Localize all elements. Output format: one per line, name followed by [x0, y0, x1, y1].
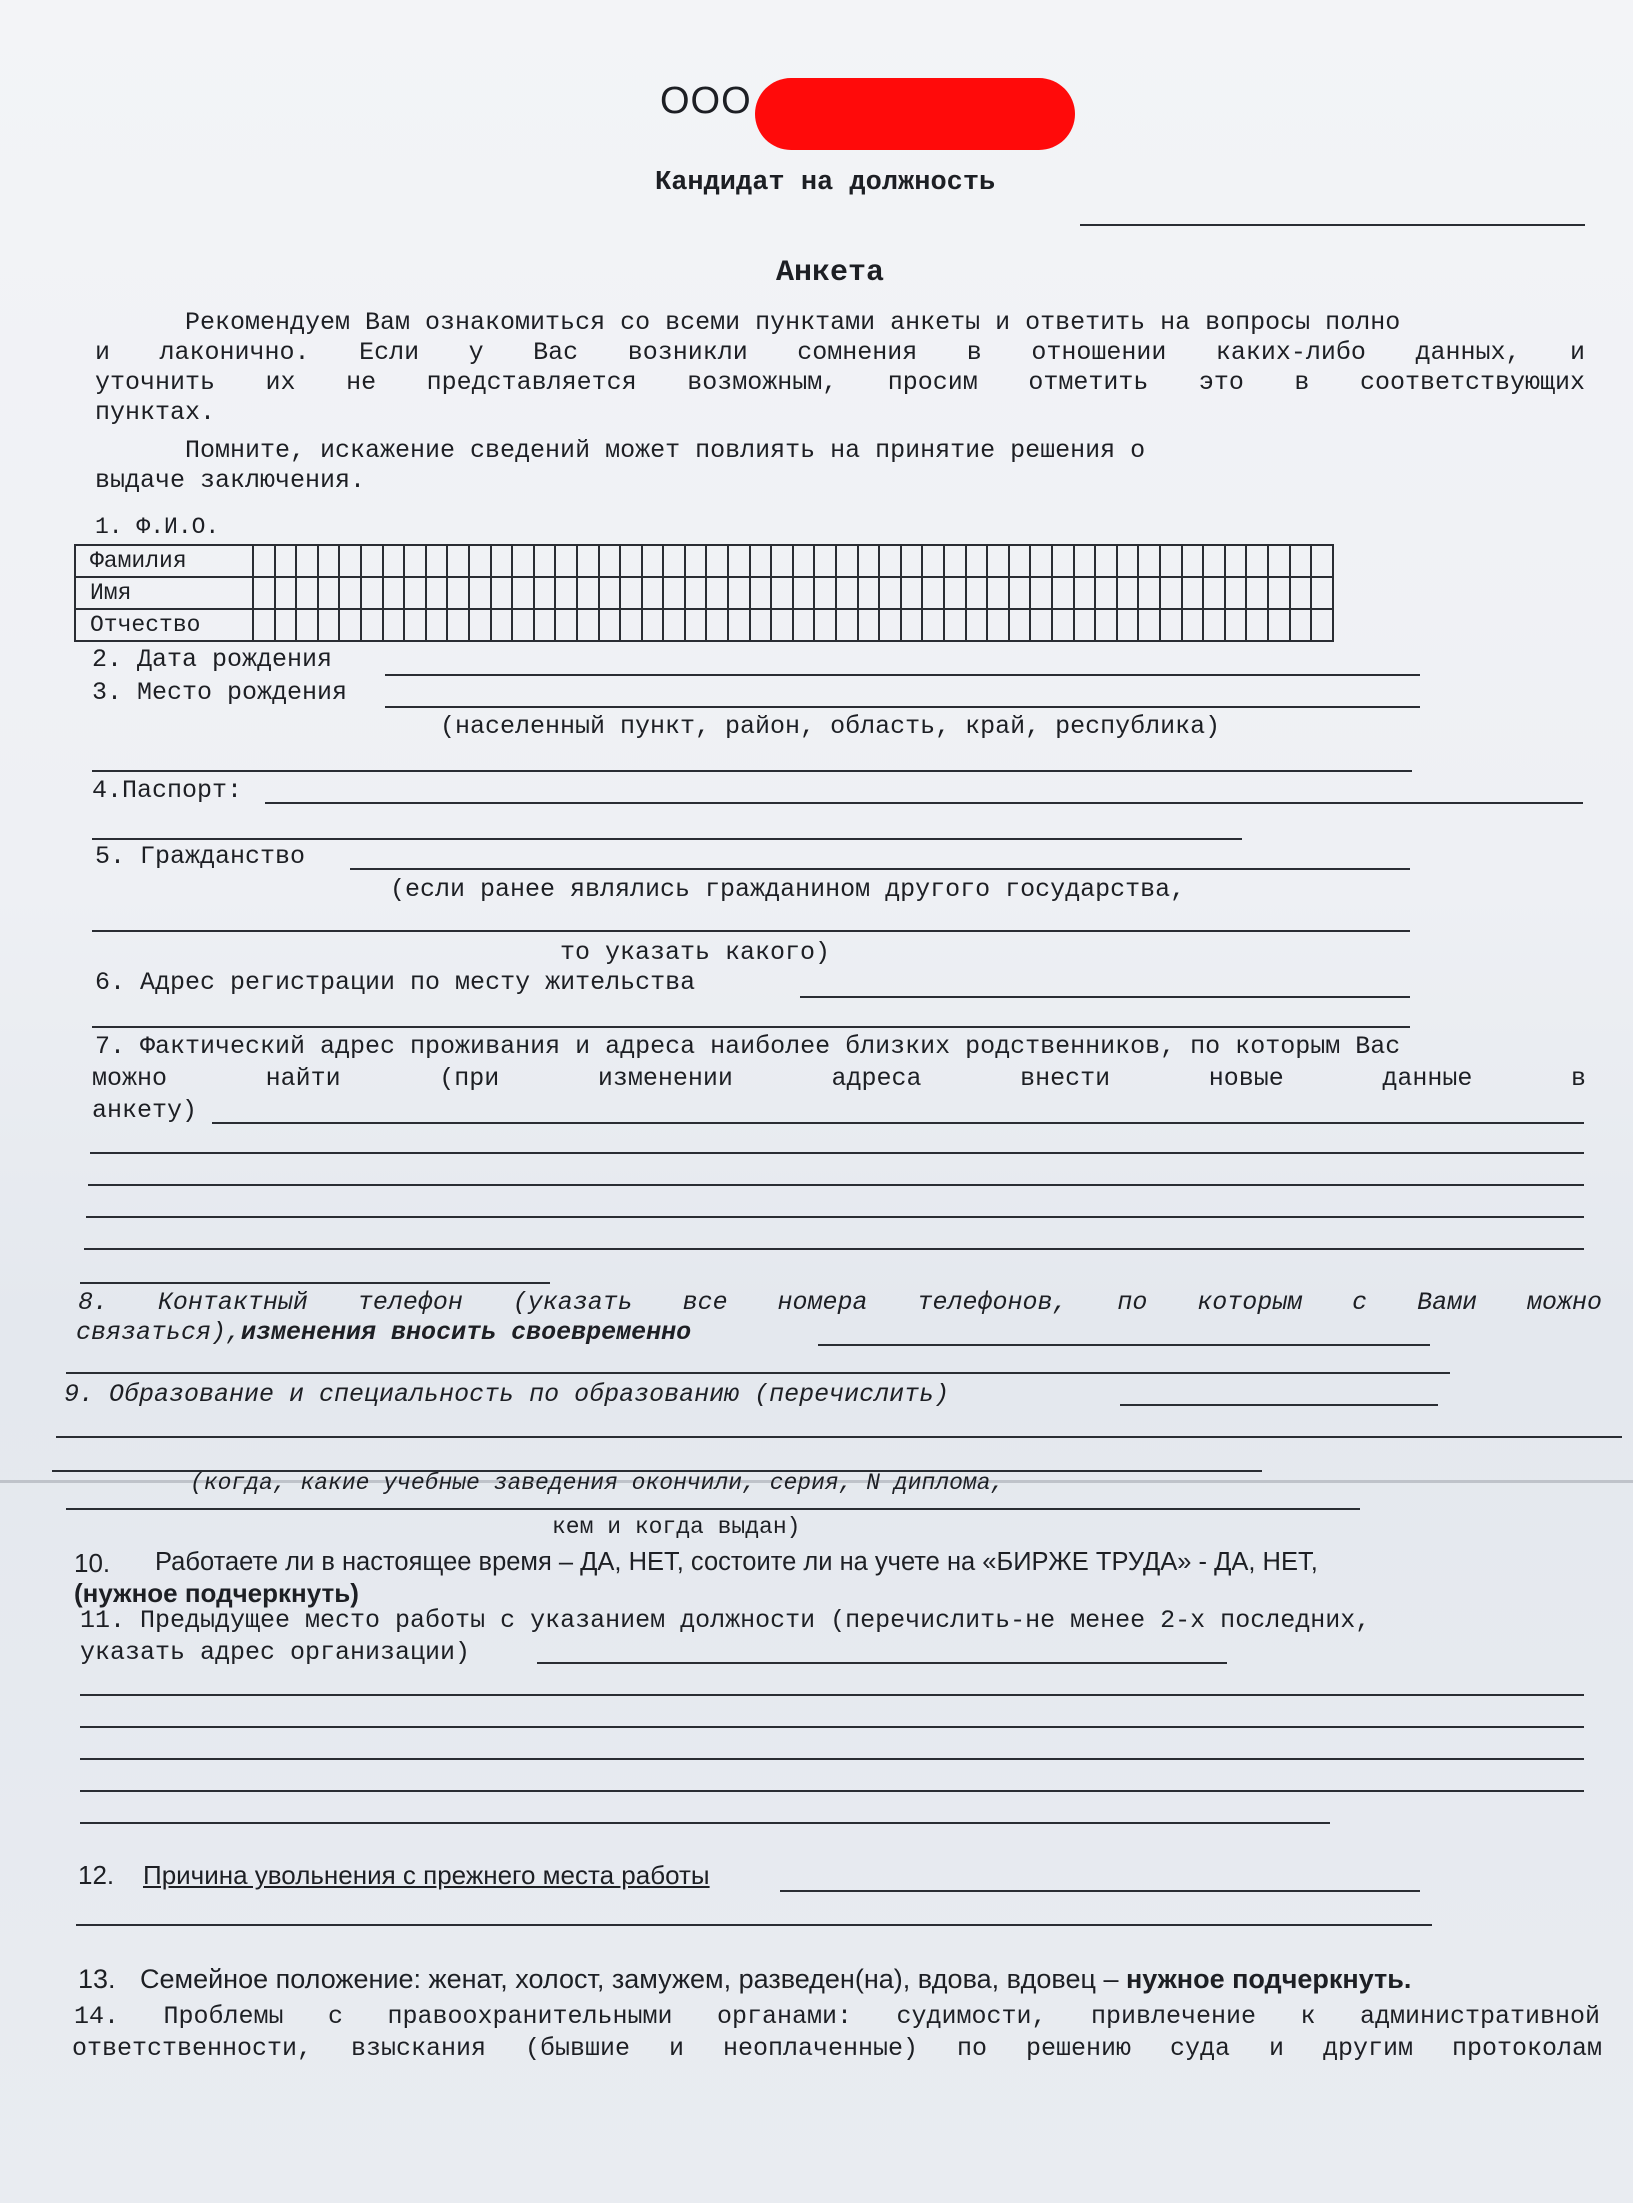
birth-date-line[interactable]: [385, 674, 1420, 676]
field-law-issues-line1: 14. Проблемы с правоохранительными органами: судимости, привлечение к административной: [74, 2002, 1600, 2031]
actual-address-line-5[interactable]: [84, 1248, 1584, 1250]
fio-char-box[interactable]: [620, 577, 642, 609]
fio-char-box[interactable]: [361, 577, 383, 609]
citizenship-line-2[interactable]: [92, 930, 1410, 932]
fio-char-box[interactable]: [275, 609, 297, 641]
fio-char-box[interactable]: [447, 577, 469, 609]
field-birth-place-label: 3. Место рождения: [92, 678, 348, 707]
previous-job-line-1[interactable]: [537, 1662, 1227, 1664]
fio-char-box[interactable]: [987, 577, 1009, 609]
fio-char-box[interactable]: [361, 545, 383, 577]
fio-char-box[interactable]: [1030, 609, 1052, 641]
fio-char-box[interactable]: [750, 545, 772, 577]
field-actual-address-line2: можно найти (при изменении адреса внести новые данные в: [92, 1064, 1586, 1093]
fio-char-box[interactable]: [1009, 545, 1031, 577]
fio-char-box[interactable]: [469, 577, 491, 609]
actual-address-line-1[interactable]: [212, 1122, 1584, 1124]
actual-address-line-3[interactable]: [88, 1184, 1584, 1186]
field-marital-number: 13.: [78, 1964, 116, 1994]
fio-char-box[interactable]: [944, 577, 966, 609]
fio-char-box[interactable]: [512, 545, 534, 577]
fio-char-box[interactable]: [296, 545, 318, 577]
fio-char-box[interactable]: [253, 609, 275, 641]
actual-address-line-6[interactable]: [80, 1282, 550, 1284]
fio-char-box[interactable]: [706, 545, 728, 577]
field-education-label: 9. Образование и специальность по образованию (перечислить): [64, 1380, 950, 1409]
fio-char-box[interactable]: [1203, 609, 1225, 641]
fio-char-box[interactable]: [383, 609, 405, 641]
field-dismissal-text: Причина увольнения с прежнего места работы: [143, 1860, 710, 1890]
fio-char-box[interactable]: [1074, 577, 1096, 609]
field-registration-address-label: 6. Адрес регистрации по месту жительства: [95, 968, 696, 997]
fio-row-surname: [75, 545, 1333, 577]
fio-char-box[interactable]: [1160, 609, 1182, 641]
fio-char-box[interactable]: [1160, 577, 1182, 609]
field-actual-address-line3: анкету): [92, 1096, 198, 1125]
fio-char-box[interactable]: [599, 545, 621, 577]
fio-char-box[interactable]: [1009, 577, 1031, 609]
fio-char-box[interactable]: [966, 545, 988, 577]
fio-char-box[interactable]: [706, 577, 728, 609]
fio-char-box[interactable]: [512, 577, 534, 609]
previous-job-line-4[interactable]: [80, 1758, 1584, 1760]
fio-char-box[interactable]: [750, 609, 772, 641]
fio-row-name: [75, 577, 1333, 609]
citizenship-hint-1: (если ранее являлись гражданином другого государства,: [390, 875, 1186, 904]
fio-char-box[interactable]: [275, 577, 297, 609]
fio-char-box[interactable]: [1009, 609, 1031, 641]
birth-place-line[interactable]: [385, 706, 1420, 708]
fio-char-box[interactable]: [1117, 609, 1139, 641]
education-hint-2: кем и когда выдан): [552, 1514, 801, 1540]
fio-char-box[interactable]: [296, 609, 318, 641]
fio-char-box[interactable]: [491, 577, 513, 609]
fio-char-box[interactable]: [858, 609, 880, 641]
field-phone-line2: [76, 1318, 691, 1347]
company-prefix: ООО: [660, 80, 752, 122]
fio-char-box[interactable]: [1311, 577, 1333, 609]
fio-char-box[interactable]: [642, 609, 664, 641]
fio-char-box[interactable]: [534, 609, 556, 641]
fio-char-box[interactable]: [858, 577, 880, 609]
fio-char-box[interactable]: [1225, 545, 1247, 577]
fio-char-box[interactable]: [1290, 577, 1312, 609]
fio-char-box[interactable]: [1074, 545, 1096, 577]
fio-char-box[interactable]: [1138, 609, 1160, 641]
fio-char-box[interactable]: [1203, 545, 1225, 577]
education-line-2[interactable]: [56, 1436, 1622, 1438]
fio-char-box[interactable]: [922, 609, 944, 641]
field-previous-job-line1: 11. Предыдущее место работы с указанием должности (перечислить-не менее 2-х последних,: [80, 1606, 1371, 1635]
fio-char-box[interactable]: [966, 577, 988, 609]
fio-row-patronymic: [75, 609, 1333, 641]
citizenship-line[interactable]: [350, 868, 1410, 870]
fio-char-box[interactable]: [1030, 577, 1052, 609]
fio-char-box[interactable]: [577, 545, 599, 577]
fio-char-box[interactable]: [922, 545, 944, 577]
fio-char-box[interactable]: [447, 545, 469, 577]
fio-char-box[interactable]: [426, 577, 448, 609]
fio-char-box[interactable]: [944, 609, 966, 641]
fio-char-box[interactable]: [404, 545, 426, 577]
fio-char-box[interactable]: [987, 609, 1009, 641]
field-employment-number: 10.: [74, 1548, 111, 1578]
fio-char-box[interactable]: [706, 609, 728, 641]
intro-p1-line3: уточнить их не представляется возможным, просим отметить это в соответствующих: [95, 368, 1585, 397]
fio-char-box[interactable]: [728, 545, 750, 577]
fio-char-box[interactable]: [383, 577, 405, 609]
fio-char-box[interactable]: [663, 609, 685, 641]
fio-char-box[interactable]: [1268, 577, 1290, 609]
fio-char-box[interactable]: [339, 545, 361, 577]
field-previous-job-line2: указать адрес организации): [80, 1638, 471, 1667]
dismissal-line[interactable]: [780, 1890, 1420, 1892]
fio-char-box[interactable]: [1290, 609, 1312, 641]
fio-char-box[interactable]: [426, 545, 448, 577]
fio-char-box[interactable]: [512, 609, 534, 641]
redaction-mark: [755, 78, 1075, 150]
form-title: Анкета: [776, 256, 885, 290]
fio-char-box[interactable]: [1225, 577, 1247, 609]
phone-contact-text: связаться),: [76, 1318, 242, 1347]
fio-char-box[interactable]: [1138, 545, 1160, 577]
fio-char-box[interactable]: [620, 545, 642, 577]
fio-char-box[interactable]: [404, 577, 426, 609]
fio-grid: [74, 544, 1334, 642]
registration-address-line[interactable]: [800, 996, 1410, 998]
birth-place-line-2[interactable]: [92, 770, 1412, 772]
fio-char-box[interactable]: [814, 545, 836, 577]
actual-address-line-4[interactable]: [86, 1216, 1584, 1218]
actual-address-line-2[interactable]: [90, 1152, 1584, 1154]
fio-char-box[interactable]: [1117, 545, 1139, 577]
fio-char-box[interactable]: [1182, 609, 1204, 641]
fio-char-box[interactable]: [1095, 609, 1117, 641]
field-citizenship-label: 5. Гражданство: [95, 842, 306, 871]
fio-char-box[interactable]: [793, 545, 815, 577]
fio-char-box[interactable]: [1095, 577, 1117, 609]
fio-char-box[interactable]: [1074, 609, 1096, 641]
fio-char-box[interactable]: [987, 545, 1009, 577]
registration-address-line-2[interactable]: [92, 1026, 1410, 1028]
fio-char-box[interactable]: [642, 577, 664, 609]
phone-update-note: изменения вносить своевременно: [241, 1318, 692, 1347]
field-birth-date-label: 2. Дата рождения: [92, 645, 333, 674]
fio-char-box[interactable]: [685, 609, 707, 641]
education-line-4[interactable]: [66, 1508, 1360, 1510]
fio-char-box[interactable]: [555, 545, 577, 577]
fio-char-box[interactable]: [1290, 545, 1312, 577]
fio-char-box[interactable]: [555, 609, 577, 641]
fio-char-box[interactable]: [491, 545, 513, 577]
fio-char-box[interactable]: [1246, 545, 1268, 577]
fio-char-box[interactable]: [339, 609, 361, 641]
previous-job-line-2[interactable]: [80, 1694, 1584, 1696]
dismissal-line-2[interactable]: [76, 1924, 1432, 1926]
marital-note: нужное подчеркнуть.: [1126, 1964, 1412, 1994]
fio-char-box[interactable]: [771, 609, 793, 641]
fio-char-box[interactable]: [879, 577, 901, 609]
fio-char-box[interactable]: [534, 545, 556, 577]
fio-char-box[interactable]: [663, 545, 685, 577]
fio-char-box[interactable]: [685, 545, 707, 577]
fio-char-box[interactable]: [447, 609, 469, 641]
fio-heading: 1. Ф.И.О.: [95, 514, 220, 540]
fio-char-box[interactable]: [685, 577, 707, 609]
fio-char-box[interactable]: [1246, 609, 1268, 641]
fio-char-box[interactable]: [339, 577, 361, 609]
education-line[interactable]: [1120, 1404, 1438, 1406]
intro-p1-line4: пунктах.: [95, 398, 216, 427]
fio-char-box[interactable]: [318, 609, 340, 641]
fio-char-box[interactable]: [1117, 577, 1139, 609]
field-law-issues-line2: ответственности, взыскания (бывшие и неоплаченные) по решению суда и другим протоколам: [72, 2034, 1602, 2063]
previous-job-line-6[interactable]: [80, 1822, 1330, 1824]
fio-char-box[interactable]: [1182, 577, 1204, 609]
fio-char-box[interactable]: [620, 609, 642, 641]
fio-char-box[interactable]: [879, 545, 901, 577]
fio-char-box[interactable]: [879, 609, 901, 641]
fio-char-box[interactable]: [555, 577, 577, 609]
field-actual-address-line1: 7. Фактический адрес проживания и адреса наиболее близких родственников, по которым Вас: [95, 1032, 1401, 1061]
fio-char-box[interactable]: [1246, 577, 1268, 609]
fio-char-box[interactable]: [1052, 609, 1074, 641]
intro-p1-line1: Рекомендуем Вам ознакомиться со всеми пунктами анкеты и ответить на вопросы полно: [185, 308, 1401, 337]
intro-p2-line2: выдаче заключения.: [95, 466, 366, 495]
fio-char-box[interactable]: [296, 577, 318, 609]
fio-char-box[interactable]: [771, 545, 793, 577]
fio-char-box[interactable]: [1225, 609, 1247, 641]
fio-char-box[interactable]: [1052, 577, 1074, 609]
fio-char-box[interactable]: [728, 609, 750, 641]
fio-char-box[interactable]: [836, 545, 858, 577]
fio-char-box[interactable]: [901, 545, 923, 577]
field-employment-text: Работаете ли в настоящее время – ДА, НЕТ, состоите ли на учете на «БИРЖЕ ТРУДА» - ДА, НЕТ,: [155, 1548, 1318, 1576]
fio-char-box[interactable]: [750, 577, 772, 609]
fio-char-box[interactable]: [1311, 609, 1333, 641]
fio-char-box[interactable]: [944, 545, 966, 577]
fio-char-box[interactable]: [1203, 577, 1225, 609]
fio-char-box[interactable]: [253, 577, 275, 609]
fio-char-box[interactable]: [814, 577, 836, 609]
field-phone-line1: 8. Контактный телефон (указать все номера телефонов, по которым с Вами можно: [78, 1288, 1602, 1317]
candidate-position-label: Кандидат на должность: [655, 168, 996, 198]
fio-char-box[interactable]: [1030, 545, 1052, 577]
fio-char-box[interactable]: [1268, 545, 1290, 577]
fio-char-box[interactable]: [901, 609, 923, 641]
fio-char-box[interactable]: [1182, 545, 1204, 577]
fio-char-box[interactable]: [1268, 609, 1290, 641]
fio-char-box[interactable]: [663, 577, 685, 609]
fio-char-box[interactable]: [814, 609, 836, 641]
marital-options: Семейное положение: женат, холост, замужем, разведен(на), вдова, вдовец –: [140, 1964, 1119, 1994]
fio-char-box[interactable]: [469, 609, 491, 641]
fio-char-box[interactable]: [922, 577, 944, 609]
passport-line[interactable]: [265, 802, 1583, 804]
fio-char-box[interactable]: [836, 609, 858, 641]
fio-char-box[interactable]: [1160, 545, 1182, 577]
phone-line-2[interactable]: [66, 1372, 1450, 1374]
fio-char-box[interactable]: [642, 545, 664, 577]
fio-char-box[interactable]: [793, 577, 815, 609]
intro-p2-line1: Помните, искажение сведений может повлиять на принятие решения о: [185, 436, 1146, 465]
fio-char-box[interactable]: [966, 609, 988, 641]
fio-char-box[interactable]: [771, 577, 793, 609]
fio-char-box[interactable]: [275, 545, 297, 577]
citizenship-hint-2: то указать какого): [560, 938, 831, 967]
fio-char-box[interactable]: [599, 577, 621, 609]
field-marital-text: [140, 1964, 1411, 1995]
fio-char-box[interactable]: [599, 609, 621, 641]
fio-label-name: Имя: [75, 577, 253, 609]
passport-line-2[interactable]: [92, 838, 1242, 840]
fio-char-box[interactable]: [1138, 577, 1160, 609]
fio-char-box[interactable]: [404, 609, 426, 641]
fio-char-box[interactable]: [469, 545, 491, 577]
fio-char-box[interactable]: [577, 577, 599, 609]
birth-place-hint: (населенный пункт, район, область, край, республика): [440, 712, 1221, 741]
candidate-position-line[interactable]: [1080, 224, 1585, 226]
fio-label-patronymic: Отчество: [75, 609, 253, 641]
fio-char-box[interactable]: [318, 545, 340, 577]
fio-char-box[interactable]: [728, 577, 750, 609]
education-hint-1: (когда, какие учебные заведения окончили, серия, N диплома,: [190, 1470, 1005, 1496]
fio-char-box[interactable]: [1052, 545, 1074, 577]
fio-char-box[interactable]: [793, 609, 815, 641]
field-employment-note: (нужное подчеркнуть): [74, 1578, 359, 1608]
fio-char-box[interactable]: [253, 545, 275, 577]
fio-char-box[interactable]: [383, 545, 405, 577]
previous-job-line-3[interactable]: [80, 1726, 1584, 1728]
fio-char-box[interactable]: [858, 545, 880, 577]
field-passport-label: 4.Паспорт:: [92, 776, 243, 805]
fio-char-box[interactable]: [534, 577, 556, 609]
fio-char-box[interactable]: [318, 577, 340, 609]
fio-char-box[interactable]: [491, 609, 513, 641]
fio-char-box[interactable]: [1095, 545, 1117, 577]
previous-job-line-5[interactable]: [80, 1790, 1584, 1792]
fio-char-box[interactable]: [426, 609, 448, 641]
intro-p1-line2: и лаконично. Если у Вас возникли сомнения в отношении каких-либо данных, и: [95, 338, 1585, 367]
fio-char-box[interactable]: [836, 577, 858, 609]
fio-char-box[interactable]: [1311, 545, 1333, 577]
field-dismissal-number: 12.: [78, 1860, 115, 1890]
fio-char-box[interactable]: [577, 609, 599, 641]
fio-label-surname: Фамилия: [75, 545, 253, 577]
phone-line[interactable]: [818, 1344, 1430, 1346]
fio-char-box[interactable]: [901, 577, 923, 609]
fio-char-box[interactable]: [361, 609, 383, 641]
